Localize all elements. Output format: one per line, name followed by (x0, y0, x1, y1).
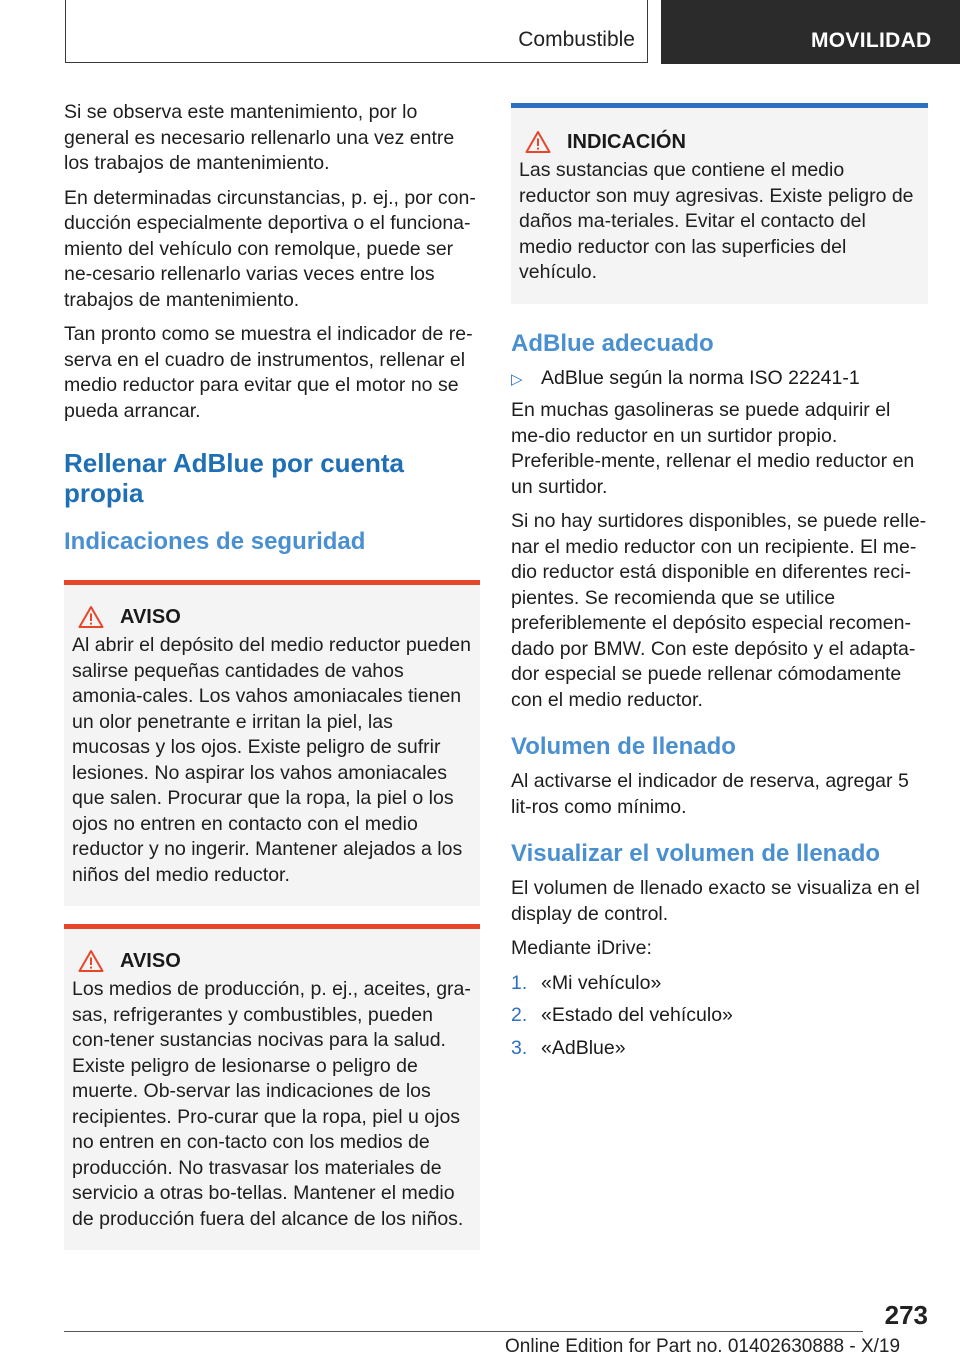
paragraph: Mediante iDrive: (511, 937, 652, 959)
footer-edition: Online Edition for Part no. 01402630888 - X/19 (505, 1336, 901, 1357)
subsection-heading: Visualizar el volumen de llenado (511, 840, 881, 867)
idrive-steps-list (511, 971, 928, 1062)
warning-title: AVISO (120, 605, 181, 628)
paragraph: Al activarse el indicador de reserva, agregar 5 lit-ros como mínimo. (511, 770, 909, 818)
list-item (511, 366, 928, 393)
list-item (511, 1003, 928, 1029)
warning-box (64, 924, 480, 1250)
warning-triangle-icon (78, 949, 104, 973)
subsection-heading: Volumen de llenado (511, 733, 736, 760)
info-box (511, 103, 928, 304)
page-number: 273 (884, 1300, 928, 1330)
step-number: 2. (511, 1004, 528, 1026)
subsection-heading: AdBlue adecuado (511, 329, 714, 357)
list-item-text: AdBlue según la norma ISO 22241-1 (541, 366, 860, 389)
info-header (525, 130, 920, 154)
info-title: INDICACIÓN (567, 130, 686, 153)
warning-box (64, 580, 480, 906)
step-text: «AdBlue» (541, 1036, 626, 1059)
step-number: 3. (511, 1036, 528, 1059)
info-text: Las sustancias que contiene el medio reductor son muy agresivas. Existe peligro de daños ma-teriales. Evitar el contacto del medio reductor con las superficies del vehículo. (519, 159, 914, 283)
paragraph: El volumen de llenado exacto se visualiza en el display de control. (511, 877, 920, 925)
warning-header (78, 949, 472, 973)
paragraph: Si no hay surtidores disponibles, se puede relle-nar el medio reductor con un recipiente. El me-dio reductor está disponible en diferentes reci-pientes. Se recomienda que se utilice preferiblemente el depósito especial recomen-dado por BMW. Con este depósito y el adapta-dor especial se puede rellenar cómodamente con el medio reductor. (511, 510, 927, 711)
footer-divider (64, 1331, 863, 1332)
section-heading: Rellenar AdBlue por cuenta propia (64, 448, 404, 508)
paragraph: En muchas gasolineras se puede adquirir el me-dio reductor en un surtidor propio. Preferible-mente, rellenar el medio reductor en un surtidor. (511, 399, 915, 498)
warning-text: Los medios de producción, p. ej., aceites, gra-sas, refrigerantes y combustibles, pueden con-tener sustancias nocivas para la salud. Existe peligro de lesionarse o peligro de muerte. Ob-servar las indicaciones de los recipientes. Pro-curar que la ropa, piel u ojos no entren en con-tacto con los medios de producción. No trasvasar los materiales de servicio a otras bo-tellas. Mantener el medio de producción fuera del alcance de los niños. (72, 978, 471, 1230)
bullet-triangle-icon: ▷ (511, 370, 523, 388)
step-number: 1. (511, 971, 528, 994)
paragraph: Si se observa este mantenimiento, por lo general es necesario rellenarlo una vez entre los trabajos de mantenimiento. (64, 101, 455, 174)
paragraph: Tan pronto como se muestra el indicador de re-serva en el cuadro de instrumentos, rellenar el medio reductor para evitar que el motor no se pueda arrancar. (64, 323, 473, 422)
warning-header (78, 605, 472, 629)
warning-text: Al abrir el depósito del medio reductor pueden salirse pequeñas cantidades de vahos amonia-cales. Los vahos amoniacales tienen un olor penetrante e irritan la piel, las mucosas y los ojos. Existe peligro de sufrir lesiones. No aspirar los vahos amoniacales que salen. Procurar que la ropa, la piel o los ojos no entren en contacto con el medio reductor y no ingerir. Mantener alejados a los niños del medio reductor. (72, 634, 471, 886)
subsection-heading: Indicaciones de seguridad (64, 528, 366, 555)
list-item (511, 1036, 928, 1062)
warning-title: AVISO (120, 949, 181, 972)
header-section-title: Combustible (518, 28, 635, 51)
warning-triangle-icon (525, 130, 551, 154)
left-column (64, 100, 480, 1250)
warning-triangle-icon (78, 605, 104, 629)
step-text: «Estado del vehículo» (541, 1004, 733, 1026)
step-text: «Mi vehículo» (541, 971, 662, 994)
header-chapter-tab: MOVILIDAD (661, 0, 960, 64)
list-item (511, 971, 928, 997)
paragraph: En determinadas circunstancias, p. ej., por con-ducción especialmente deportiva o el funciona-miento del vehículo con remolque, puede ser ne-cesario rellenarlo varias veces entre los trabajos de mantenimiento. (64, 186, 476, 311)
header-section-box (65, 0, 648, 63)
right-column (511, 103, 928, 1068)
